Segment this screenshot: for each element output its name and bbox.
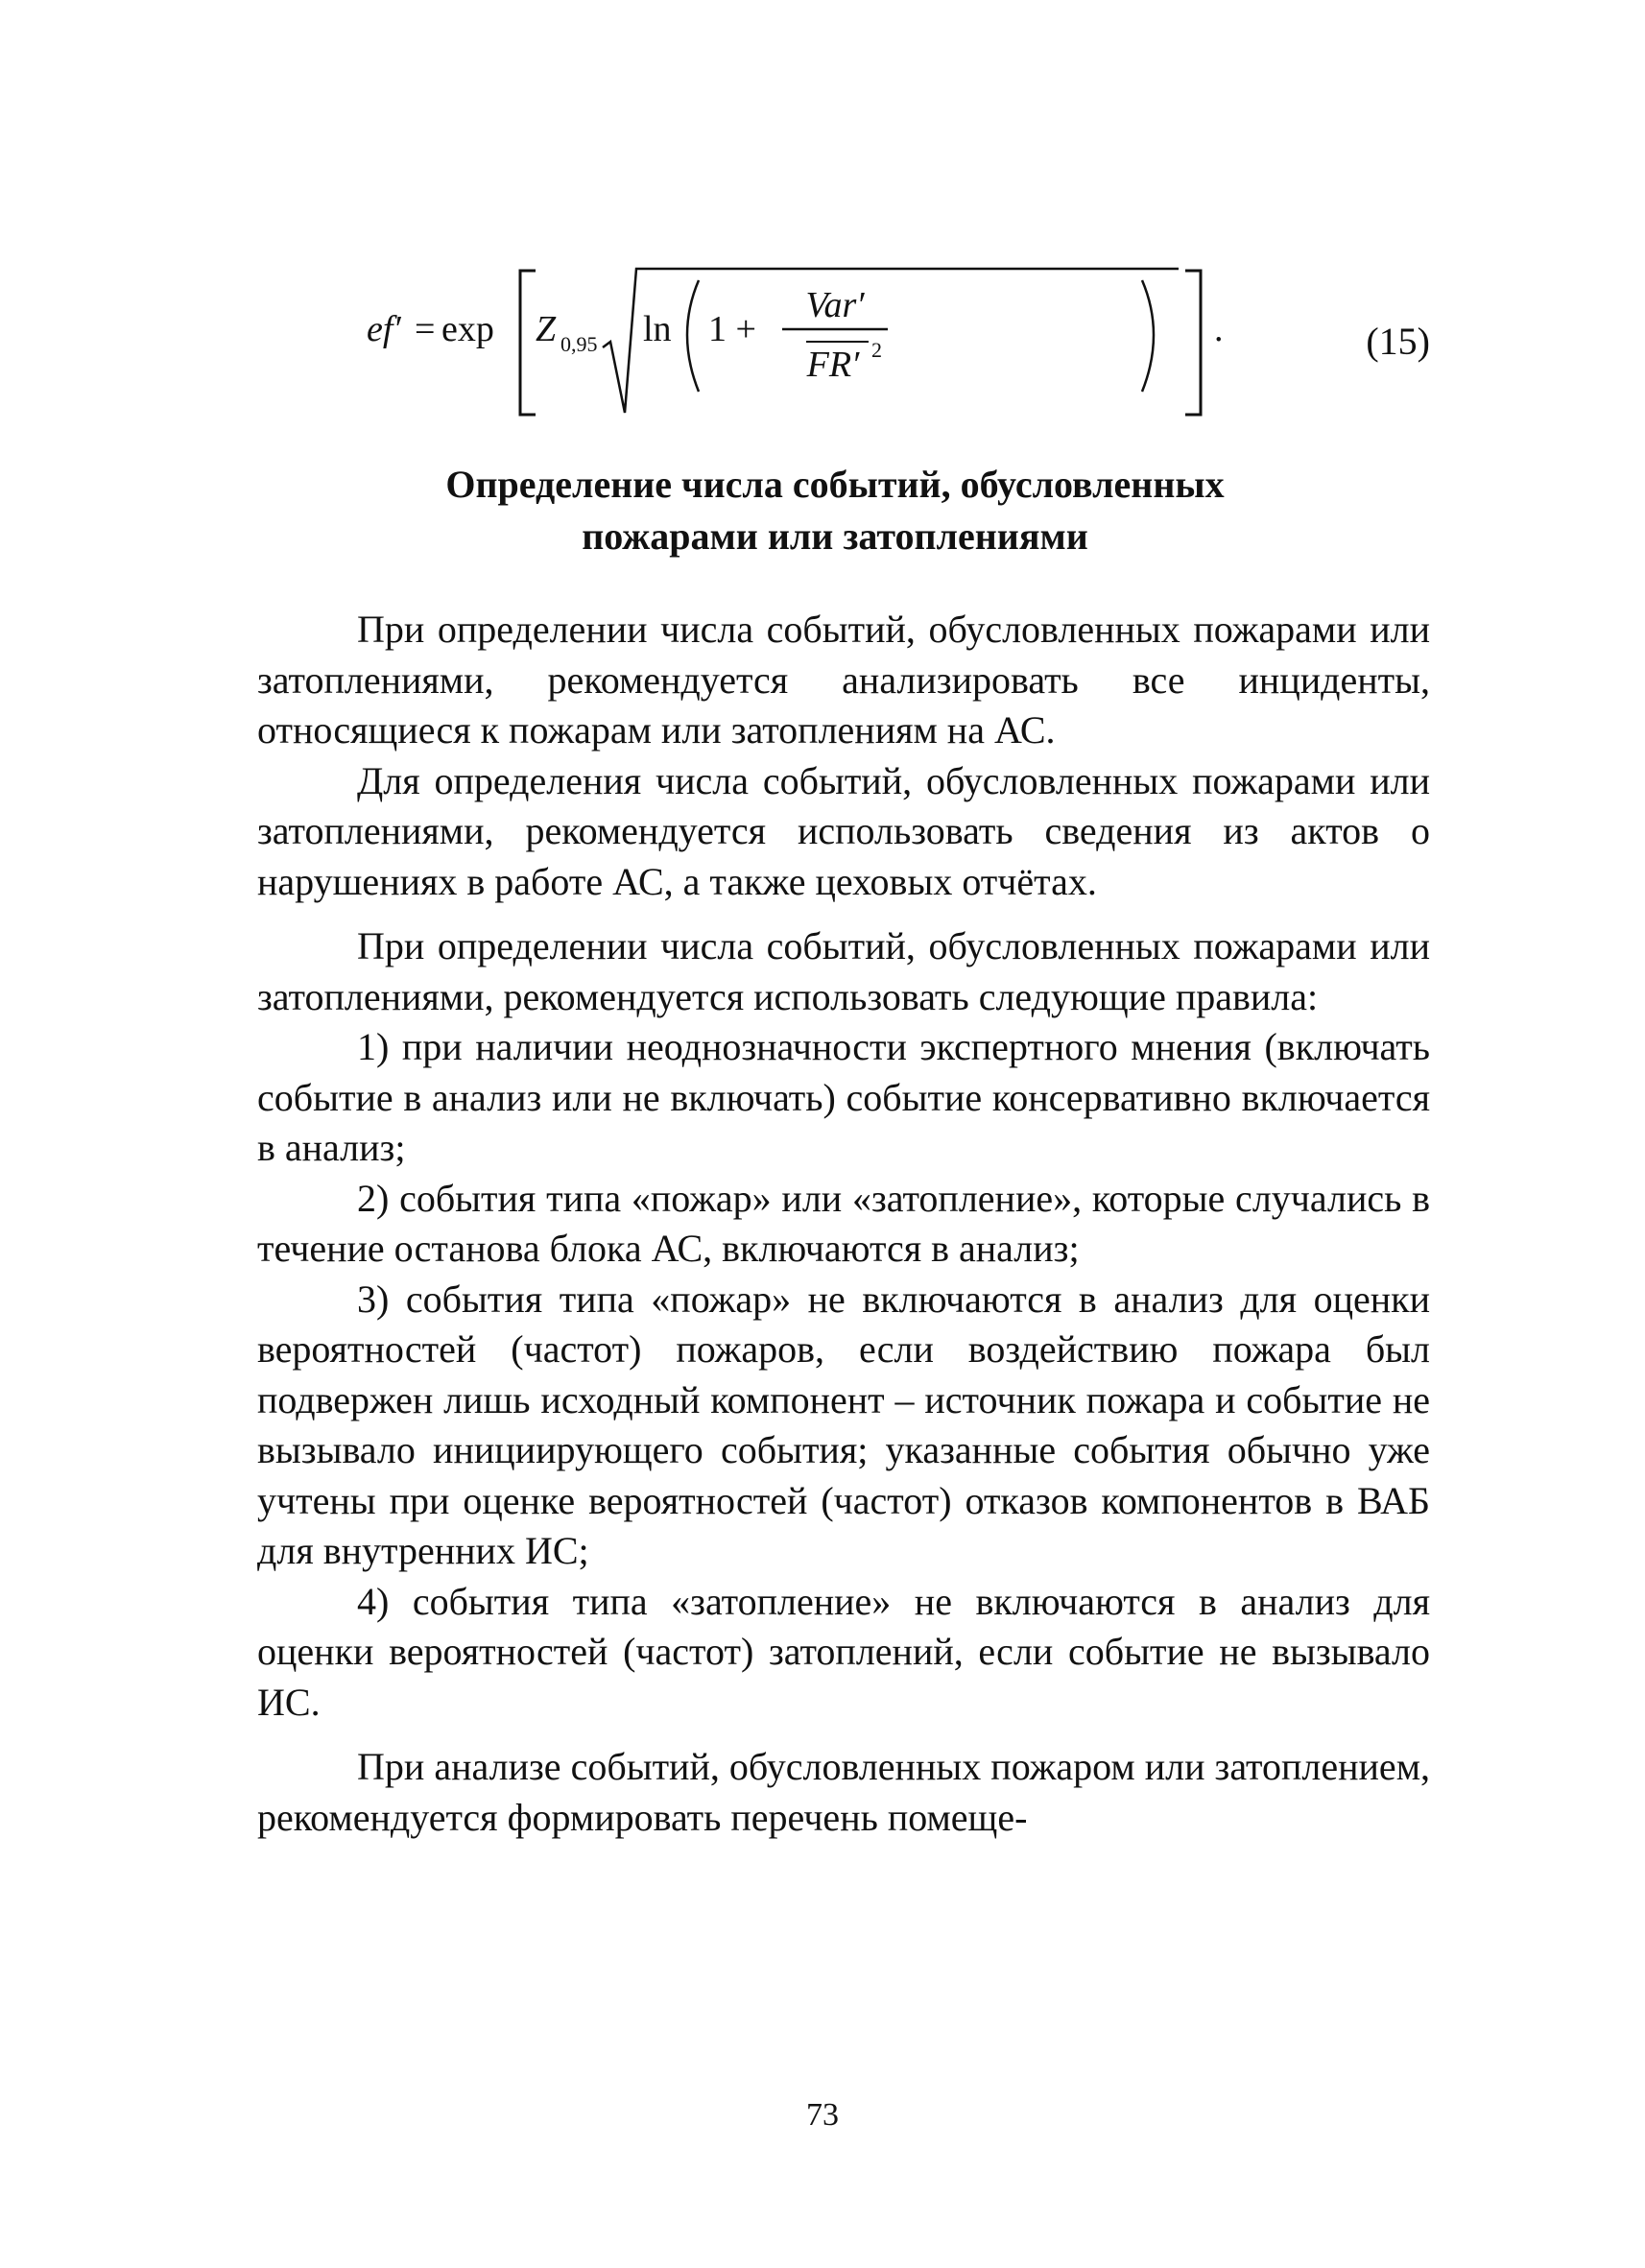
formula-ln: ln	[643, 309, 672, 349]
formula-exp: exp	[441, 309, 494, 349]
formula-z-sub: 0,95	[560, 332, 598, 356]
right-paren	[1142, 280, 1154, 392]
formula-z: Z	[536, 309, 557, 349]
list-item-2: 2) события типа «пожар» или «затопление», которые случались в течение останова блока АС, включаются в анализ;	[257, 1176, 1430, 1270]
right-bracket	[1185, 271, 1201, 415]
formula-15	[346, 240, 1430, 461]
heading-line-2: пожарами или затоплениями	[582, 514, 1088, 558]
left-bracket	[520, 271, 536, 415]
body-text	[257, 605, 1430, 1843]
formula-period: .	[1214, 309, 1224, 349]
list-item-1: 1) при наличии неоднозначности экспертного мнения (включать событие в анализ или не включать) событие консервативно включается в анализ;	[257, 1025, 1430, 1169]
paragraph: Для определения числа событий, обусловленных пожарами или затоплениями, рекомендуется использовать сведения из актов о нарушениях в работе АС, а также цеховых отчётах.	[257, 758, 1430, 903]
formula-denominator-exp: 2	[871, 338, 882, 362]
formula-graphic	[346, 240, 1305, 461]
formula-numerator: Var′	[805, 285, 865, 325]
formula-denominator: FR′	[806, 345, 860, 385]
paragraph: При анализе событий, обусловленных пожаром или затоплением, рекомендуется формировать перечень помеще-	[257, 1745, 1430, 1839]
paragraph: При определении числа событий, обусловленных пожарами или затоплениями, рекомендуется использовать следующие правила:	[257, 924, 1430, 1018]
formula-equals: =	[415, 309, 436, 349]
heading-line-1: Определение числа событий, обусловленных	[445, 463, 1225, 506]
sqrt-sign	[603, 269, 1179, 413]
paragraph: При определении числа событий, обусловленных пожарами или затоплениями, рекомендуется анализировать все инциденты, относящиеся к пожарам или затоплениям на АС.	[257, 608, 1430, 752]
section-heading	[240, 459, 1430, 562]
page-number: 73	[806, 2097, 839, 2133]
list-item-3: 3) события типа «пожар» не включаются в анализ для оценки вероятностей (частот) пожаров, если воздействию пожара был подвержен лишь исходный компонент – источник пожара и событие не вызывало инициирующего события; указанные события обычно уже учтены при оценке вероятностей (частот) отказов компонентов в ВАБ для внутренних ИС;	[257, 1277, 1430, 1572]
formula-lhs: ef′	[367, 309, 401, 349]
equation-number: (15)	[1366, 320, 1430, 363]
left-paren	[687, 280, 699, 392]
list-item-4: 4) события типа «затопление» не включаются в анализ для оценки вероятностей (частот) затоплений, если событие не вызывало ИС.	[257, 1579, 1430, 1724]
formula-one-plus: 1 +	[708, 309, 756, 349]
